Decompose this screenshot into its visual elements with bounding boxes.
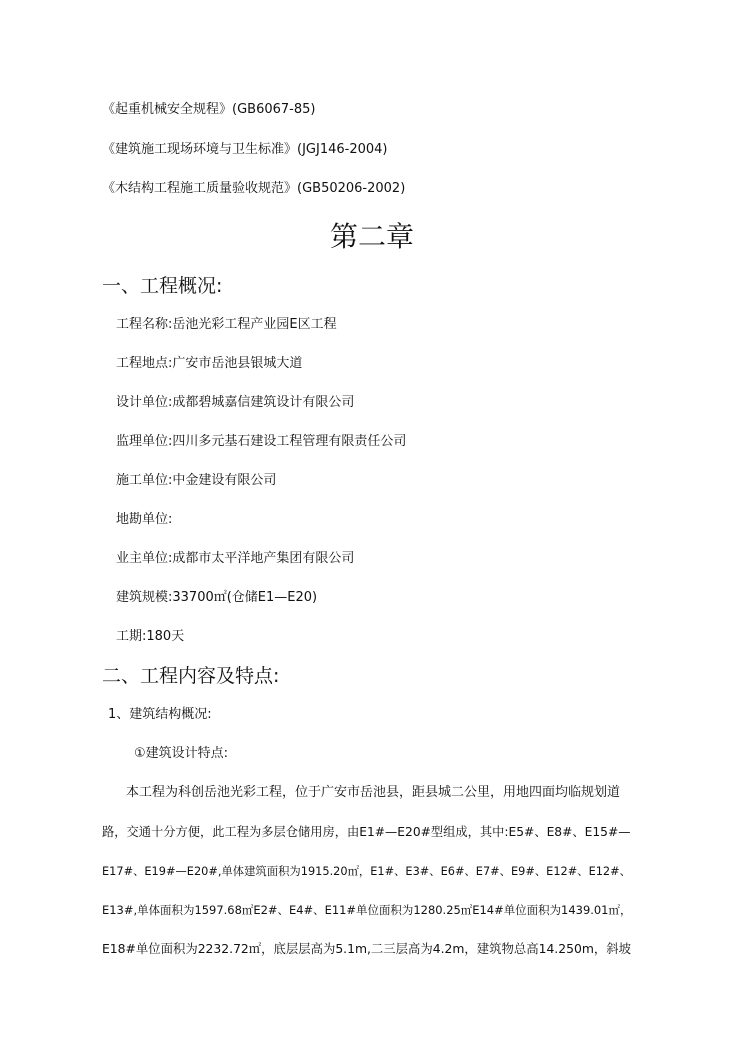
paragraph-line: 本工程为科创岳池光彩工程，位于广安市岳池县，距县城二公里，用地四面均临规划道 bbox=[126, 785, 621, 800]
project-location: 工程地点:广安市岳池县银城大道 bbox=[116, 356, 303, 371]
chapter-title: 第二章 bbox=[329, 220, 414, 253]
reference-line: 《建筑施工现场环境与卫生标准》(JGJ146-2004) bbox=[102, 142, 388, 157]
paragraph-line: E18#单位面积为2232.72㎡，底层层高为5.1m,二三层高为4.2m，建筑物总高14.250m，斜坡 bbox=[102, 942, 631, 956]
subsection-heading: ①建筑设计特点: bbox=[134, 746, 229, 761]
supervision-unit: 监理单位:四川多元基石建设工程管理有限责任公司 bbox=[116, 434, 407, 449]
construction-unit: 施工单位:中金建设有限公司 bbox=[116, 473, 277, 488]
subsection-heading: 1、建筑结构概况: bbox=[108, 707, 212, 722]
building-scale: 建筑规模:33700㎡(仓储E1—E20) bbox=[116, 590, 318, 605]
paragraph-line: E13#,单体面积为1597.68㎡E2#、E4#、E11#单位面积为1280.25㎡E14#单位面积为1439.01㎡， bbox=[102, 903, 632, 917]
owner-unit: 业主单位:成都市太平洋地产集团有限公司 bbox=[116, 551, 355, 566]
reference-line: 《木结构工程施工质量验收规范》(GB50206-2002) bbox=[102, 181, 406, 196]
design-unit: 设计单位:成都碧城嘉信建筑设计有限公司 bbox=[116, 395, 355, 410]
reference-line: 《起重机械安全规程》(GB6067-85) bbox=[102, 102, 316, 117]
paragraph-line: 路，交通十分方便，此工程为多层仓储用房，由E1#—E20#型组成，其中:E5#、E8#、E15#— bbox=[102, 825, 631, 839]
section-heading: 一、工程概况: bbox=[102, 275, 223, 297]
construction-period: 工期:180天 bbox=[116, 629, 185, 644]
project-name: 工程名称:岳池光彩工程产业园E区工程 bbox=[116, 317, 337, 332]
section-heading: 二、工程内容及特点: bbox=[102, 665, 280, 687]
paragraph-line: E17#、E19#—E20#,单体建筑面积为1915.20㎡，E1#、E3#、E6#、E7#、E9#、E12#、E12#、 bbox=[102, 864, 631, 878]
survey-unit: 地勘单位: bbox=[116, 512, 173, 527]
